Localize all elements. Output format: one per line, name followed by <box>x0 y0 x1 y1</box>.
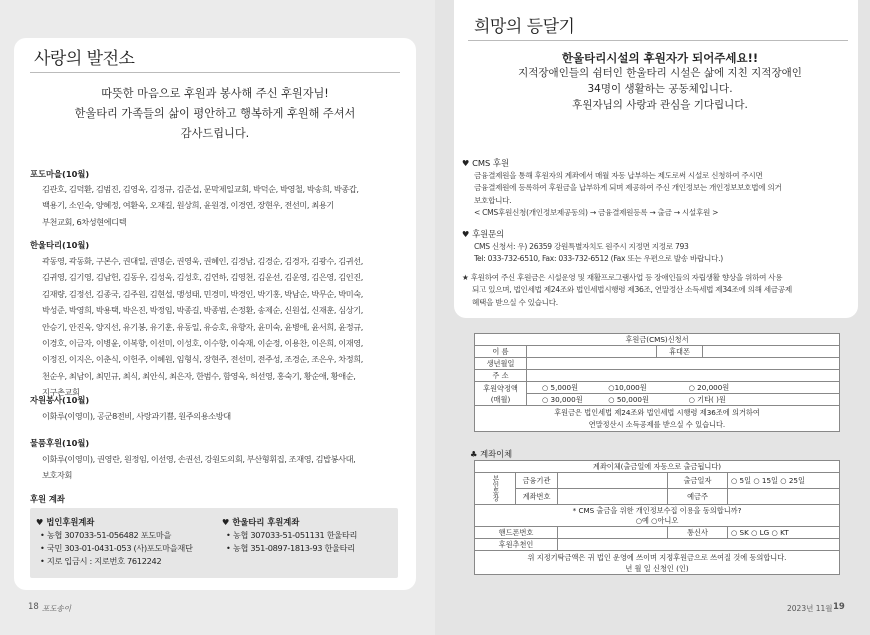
consent-question: * CMS 출금을 위한 개인정보수집 이용을 동의합니까? <box>572 505 742 515</box>
donor-line: 부천교회, 6차성현에디텍 <box>42 216 127 227</box>
amount-option[interactable]: ○10,000원 <box>608 382 647 392</box>
form1-caption: 후원금(CMS)신청서 <box>475 334 840 346</box>
amount-option[interactable]: ○ 20,000원 <box>688 382 730 392</box>
donor-line: 지구촌교회 <box>42 387 80 398</box>
cms-label: ♥ CMS 후원 <box>462 158 509 168</box>
right-headline: 한울타리시설의 후원자가 되어주세요!! <box>561 51 759 65</box>
form2-footer-date: 년 월 일 신청인 (인) <box>625 563 689 573</box>
right-card <box>454 0 858 318</box>
left-page-title: 사랑의 발전소 <box>34 49 135 69</box>
form1-address-label: 주 소 <box>475 370 527 382</box>
donor-line: 이화루(이영미), 권영란, 원정임, 이선영, 손권선, 강원도의회, 부산형휘집, 조재영, 김밥봉사대, <box>42 454 356 464</box>
form1-name-label: 이 름 <box>475 346 527 358</box>
donor-line: 이화루(이영미), 공군8전비, 사랑과기쁨, 원주의용소방대 <box>42 411 231 421</box>
form1-notice <box>475 406 840 432</box>
consent-options[interactable]: ○예 ○아니오 <box>635 515 679 525</box>
form1-name-field[interactable] <box>527 346 657 358</box>
left-title-divider <box>30 72 400 73</box>
cms-line: 금융결제원을 통해 후원자의 계좌에서 매월 자동 납부하는 제도로써 시설로 신청하여 주시면 <box>474 171 763 180</box>
section-label-hanultari: 한울타리(10월) <box>30 240 90 250</box>
inquiry-label: ♥ 후원문의 <box>462 229 505 239</box>
form2-bank-label: 금융기관 <box>516 473 558 489</box>
form2-carrier-label: 통신사 <box>668 527 728 539</box>
donor-line: 곽동영, 곽동화, 구본수, 권대일, 권명순, 권영욱, 권혜인, 김경남, 김경순, 김경자, 김광수, 김귀선, <box>42 256 363 266</box>
form1-phone-field[interactable] <box>703 346 840 358</box>
donor-line: 김재량, 김정선, 김종국, 김주원, 김현섭, 맹성태, 민경미, 박경인, 박기홍, 박남순, 박무순, 박미숙, <box>42 288 363 299</box>
form2-holder-label: 예금주 <box>668 489 728 505</box>
notice-line: 후원금은 법인세법 제24조와 법인세법 시행령 제36조에 의거하여 <box>554 407 760 417</box>
form2-mobile-label: 핸드폰번호 <box>475 527 558 539</box>
form2-caption: 계좌이체(출금일에 자동으로 출금됩니다) <box>475 461 840 473</box>
cms-line: < CMS후원신청(개인정보제공동의) → 금융결제원등록 → 출금 → 시설후원 > <box>474 208 719 218</box>
form2-bank-field[interactable] <box>558 473 668 489</box>
form1-birth-label: 생년월일 <box>475 358 527 370</box>
amount-option[interactable]: ○ 50,000원 <box>608 394 649 404</box>
left-intro-line-1: 따뜻한 마음으로 후원과 봉사해 주신 후원자님! <box>101 87 329 100</box>
donor-line: 안승기, 안진욱, 양지선, 유기봉, 유기훈, 유동일, 유승호, 유향자, 윤미숙, 윤병애, 윤서희, 윤정규, <box>42 321 363 332</box>
form2-carrier-options[interactable]: ○ SK ○ LG ○ KT <box>728 527 840 539</box>
section-label-podo: 포도마을(10월) <box>30 169 90 179</box>
donor-list-hanultari <box>42 253 402 401</box>
tax-line: 혜택을 받으실 수 있습니다. <box>472 297 558 307</box>
form1-phone-label: 휴대폰 <box>657 346 703 358</box>
donor-line: 이정진, 이지은, 이춘식, 이헌주, 이혜원, 임형식, 장현주, 전선미, 전주성, 조경순, 조은우, 차정희, <box>42 354 363 365</box>
right-page-date: 2023년 11월 <box>787 604 833 613</box>
form2-account-field[interactable] <box>558 489 668 505</box>
amount-label-text: 후원약정액 <box>483 383 518 393</box>
left-page-number: 18 <box>28 602 39 612</box>
donor-line: 천순우, 최남이, 최민규, 최식, 최안식, 최은자, 한범수, 함영욱, 허선영, 홍숙기, 황순애, 황애순, <box>42 370 356 381</box>
donor-line: 박성준, 박영희, 박용택, 박은진, 박정임, 박종길, 박종범, 손정환, 송제순, 신원섭, 신재훈, 심상기, <box>42 305 363 316</box>
donor-line: 보호자회 <box>42 470 73 481</box>
cms-body <box>474 170 848 220</box>
form2-footer-line: 위 지정기탁금액은 귀 법인 운영에 쓰이며 지정후원금으로 쓰여질 것에 동의합니다. <box>527 552 787 562</box>
right-sub-3: 후원자님의 사랑과 관심을 기다립니다. <box>572 99 748 111</box>
amount-sub-text: (매월) <box>490 394 511 404</box>
form2-holder-field[interactable] <box>728 489 840 505</box>
donor-list-goods <box>42 451 402 484</box>
left-page-signature: 포도송이 <box>42 604 71 613</box>
form2-date-options[interactable]: ○ 5일 ○ 15일 ○ 25일 <box>728 473 840 489</box>
corporate-account-title: ♥ 법인후원계좌 <box>36 517 95 527</box>
tax-line: ★ 후원하여 주신 후원금은 시설운영 및 재활프로그램사업 등 장애인들의 자립생활 향상을 위하여 사용 <box>462 273 783 282</box>
form1-amount-label <box>475 382 527 406</box>
form2-consent[interactable] <box>475 505 840 527</box>
right-page-title: 희망의 등달기 <box>474 17 575 37</box>
amount-option[interactable]: ○ 기타( )원 <box>688 394 726 404</box>
right-page-number: 19 <box>833 602 845 612</box>
hanultari-account-title: ♥ 한울타리 후원계좌 <box>222 517 300 527</box>
tax-line: 되고 있으며, 법인세법 제24조와 법인세법시행령 제36조, 연말정산 소득세법 제34조에 의해 세금공제 <box>472 285 792 295</box>
donor-line: 김귀영, 김기영, 김남헌, 김동우, 김성욱, 김성호, 김연하, 김영천, 김운선, 김운영, 김은영, 김인진, <box>42 272 363 283</box>
form1-birth-field[interactable] <box>527 358 840 370</box>
donor-line: 김관호, 김덕환, 김범진, 김영욱, 김정규, 김준섭, 문막제일교회, 박덕순, 박영철, 박송희, 박종갑, <box>42 184 359 194</box>
form2-side-label: 본인통장 <box>475 473 516 505</box>
form2-footer <box>475 551 840 575</box>
section-label-goods: 물품후원(10월) <box>30 438 90 448</box>
donor-line: 백용기, 소인숙, 양혜정, 여환욱, 오재길, 원상희, 윤원경, 이경연, 장현우, 전선미, 최용기 <box>42 200 334 211</box>
section-label-volunteer: 자원봉사(10월) <box>30 395 90 405</box>
amount-option[interactable]: ○ 30,000원 <box>542 394 583 404</box>
hanultari-account-line: • 농협 351-0897-1813-93 한울타리 <box>226 543 355 553</box>
amount-option[interactable]: ○ 5,000원 <box>542 382 579 392</box>
donor-line: 이경호, 이금자, 이병윤, 이복향, 이선미, 이성호, 이수향, 이숙재, 이순정, 이용찬, 이은희, 이재영, <box>42 338 363 349</box>
transfer-label: ♣ 계좌이체 <box>470 449 513 459</box>
form1-amount-row-2[interactable] <box>527 394 840 406</box>
notice-line: 연말정산시 소득공제를 받으실 수 있습니다. <box>588 419 726 429</box>
donor-list-podo <box>42 181 402 230</box>
left-intro-line-3: 감사드립니다. <box>180 127 250 140</box>
cms-application-form <box>474 333 840 432</box>
inquiry-line: CMS 신청서: 우) 26359 강원특별자치도 원주시 지정면 지정로 793 <box>474 242 689 251</box>
right-title-divider <box>468 40 848 41</box>
corporate-account-line: • 국민 303-01-0431-053 (사)포도마을재단 <box>40 543 193 553</box>
form2-referrer-field[interactable] <box>558 539 840 551</box>
corporate-account-line: • 농협 307033-51-056482 포도마을 <box>40 530 172 540</box>
hanultari-account-line: • 농협 307033-51-051131 한울타리 <box>226 530 358 540</box>
inquiry-line: Tel: 033-732-6510, Fax: 033-732-6512 (Fax 또는 우편으로 발송 바랍니다.) <box>474 254 723 264</box>
cms-line: 보호합니다. <box>474 195 512 205</box>
form2-date-label: 출금일자 <box>668 473 728 489</box>
right-sub-2: 34명이 생활하는 공동체입니다. <box>587 83 733 95</box>
cms-line: 금융결제원에 등록하여 후원금을 납부하게 되며 제공하여 주신 개인정보는 개인정보보호법에 의거 <box>474 183 782 193</box>
inquiry-body <box>474 241 848 266</box>
left-intro-line-2: 한울타리 가족들의 삶이 평안하고 행복하게 후원해 주셔서 <box>74 107 356 120</box>
right-sub-1: 지적장애인들의 쉼터인 한울타리 시설은 삶에 지친 지적장애인 <box>518 67 802 79</box>
tax-note <box>462 272 850 309</box>
form2-mobile-field[interactable] <box>558 527 668 539</box>
section-label-accounts: 후원 계좌 <box>30 494 65 504</box>
corporate-account-line: • 지로 입금시 : 지로번호 7612242 <box>40 556 162 566</box>
form2-account-label: 계좌번호 <box>516 489 558 505</box>
donor-list-volunteer <box>42 408 402 424</box>
account-transfer-form <box>474 460 840 575</box>
form1-address-field[interactable] <box>527 370 840 382</box>
form1-amount-row-1[interactable] <box>527 382 840 394</box>
form2-referrer-label: 후원추천인 <box>475 539 558 551</box>
